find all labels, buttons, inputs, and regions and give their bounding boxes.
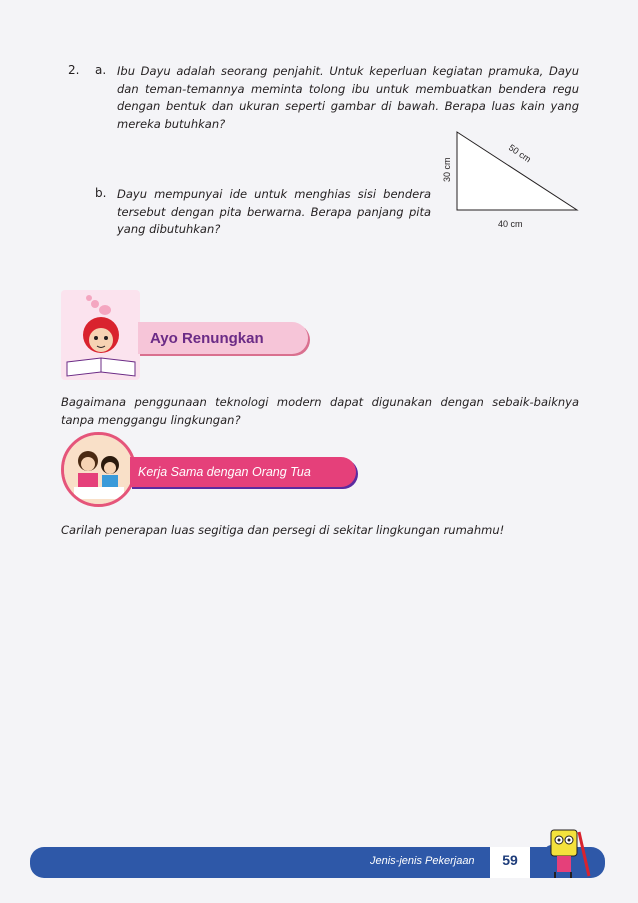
right-triangle bbox=[457, 132, 577, 210]
bottom-side-label: 40 cm bbox=[498, 219, 523, 229]
part-a-text: Ibu Dayu adalah seorang penjahit. Untuk keperluan kegiatan pramuka, Dayu dan teman-temannya meminta tolong ibu untuk membuatkan bendera regu dengan bentuk dan ukuran seperti gambar di bawah. Berapa luas kain yang mereka butuhkan? bbox=[117, 64, 579, 131]
pencil-mascot-icon bbox=[535, 818, 595, 880]
footer-chapter-title: Jenis-jenis Pekerjaan bbox=[370, 855, 475, 867]
parents-activity-text: Carilah penerapan luas segitiga dan persegi di sekitar lingkungan rumahmu! bbox=[61, 523, 505, 537]
hypotenuse-label: 50 cm bbox=[506, 142, 533, 165]
thinking-girl-illustration bbox=[61, 290, 140, 380]
reflection-text: Bagaimana penggunaan teknologi modern dapat digunakan dengan sebaik-baiknya tanpa menggangu lingkungan? bbox=[61, 395, 579, 427]
part-a-letter: a. bbox=[95, 63, 107, 77]
triangle-figure bbox=[432, 130, 592, 235]
section-banner-reflection bbox=[138, 322, 308, 354]
part-b-text: Dayu mempunyai ide untuk menghias sisi bendera tersebut dengan pita berwarna. Berapa panjang pita yang dibutuhkan? bbox=[117, 187, 431, 236]
page-number: 59 bbox=[502, 852, 518, 868]
section-title-reflection: Ayo Renungkan bbox=[150, 329, 264, 347]
question-number: 2. bbox=[68, 63, 80, 77]
vertical-side-label: 30 cm bbox=[442, 157, 452, 182]
section-banner-parents bbox=[130, 457, 356, 487]
section-title-parents: Kerja Sama dengan Orang Tua bbox=[138, 465, 311, 479]
part-b-letter: b. bbox=[95, 186, 107, 200]
mother-child-illustration bbox=[61, 432, 136, 507]
